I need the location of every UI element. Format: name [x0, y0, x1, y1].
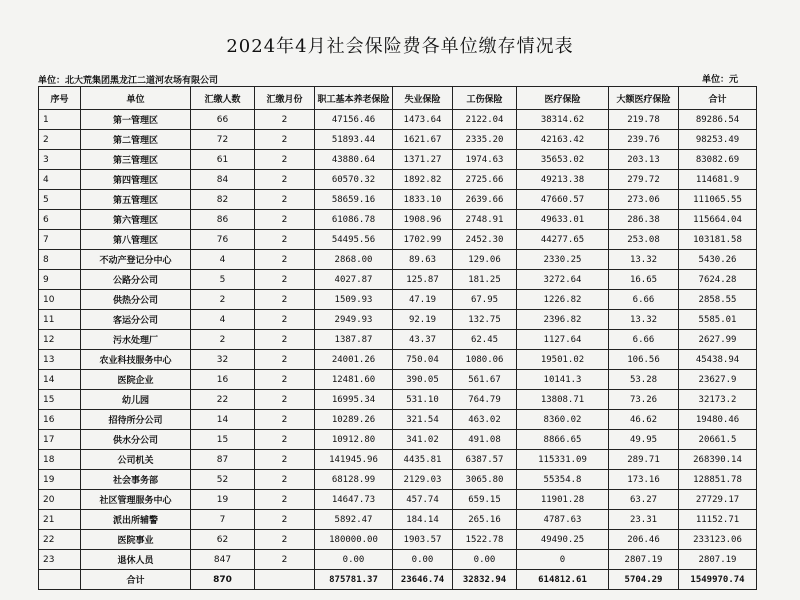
table-cell: 24001.26 — [315, 350, 393, 370]
table-cell: 15 — [39, 390, 81, 410]
table-cell: 49490.25 — [517, 530, 609, 550]
table-cell: 491.08 — [453, 430, 517, 450]
table-cell: 265.16 — [453, 510, 517, 530]
table-cell: 279.72 — [609, 170, 679, 190]
column-header: 失业保险 — [393, 87, 453, 110]
table-cell: 67.95 — [453, 290, 517, 310]
table-row — [39, 370, 757, 390]
table-cell: 13.32 — [609, 310, 679, 330]
table-row — [39, 250, 757, 270]
table-row — [39, 330, 757, 350]
table-cell: 27729.17 — [679, 490, 757, 510]
table-cell: 46.62 — [609, 410, 679, 430]
table-cell: 2 — [191, 330, 255, 350]
table-cell: 不动产登记分中心 — [81, 250, 191, 270]
table-cell: 2 — [255, 110, 315, 130]
table-cell: 第六管理区 — [81, 210, 191, 230]
table-cell: 2 — [255, 170, 315, 190]
table-cell: 第二管理区 — [81, 130, 191, 150]
table-cell: 1509.93 — [315, 290, 393, 310]
table-cell: 6.66 — [609, 290, 679, 310]
table-cell: 10912.80 — [315, 430, 393, 450]
table-cell: 531.10 — [393, 390, 453, 410]
table-cell: 47660.57 — [517, 190, 609, 210]
table-cell: 49213.38 — [517, 170, 609, 190]
table-cell: 89.63 — [393, 250, 453, 270]
table-cell: 2 — [255, 290, 315, 310]
table-cell: 2 — [255, 330, 315, 350]
total-row — [39, 570, 757, 590]
page-title: 2024年4月社会保险费各单位缴存情况表 — [226, 36, 574, 57]
table-cell: 8360.02 — [517, 410, 609, 430]
table-cell: 2 — [255, 530, 315, 550]
column-header: 医疗保险 — [517, 87, 609, 110]
table-cell: 180000.00 — [315, 530, 393, 550]
table-cell: 7 — [39, 230, 81, 250]
table-cell: 45438.94 — [679, 350, 757, 370]
table-cell: 12481.60 — [315, 370, 393, 390]
table-row — [39, 450, 757, 470]
table-cell: 3272.64 — [517, 270, 609, 290]
column-header: 单位 — [81, 87, 191, 110]
table-cell: 0.00 — [453, 550, 517, 570]
table-cell: 幼儿园 — [81, 390, 191, 410]
table-cell: 20 — [39, 490, 81, 510]
table-cell: 764.79 — [453, 390, 517, 410]
table-cell: 22 — [191, 390, 255, 410]
table-cell: 18 — [39, 450, 81, 470]
table-cell: 341.02 — [393, 430, 453, 450]
table-cell: 9 — [39, 270, 81, 290]
table-cell: 3065.80 — [453, 470, 517, 490]
table-row — [39, 210, 757, 230]
table-cell: 1892.82 — [393, 170, 453, 190]
table-cell: 32173.2 — [679, 390, 757, 410]
table-cell: 35653.02 — [517, 150, 609, 170]
table-header-row — [39, 87, 757, 110]
table-row — [39, 550, 757, 570]
table-cell: 66 — [191, 110, 255, 130]
table-cell: 6387.57 — [453, 450, 517, 470]
table-row — [39, 230, 757, 250]
table-cell: 2807.19 — [609, 550, 679, 570]
table-cell: 32832.94 — [453, 570, 517, 590]
table-cell: 286.38 — [609, 210, 679, 230]
table-cell: 8866.65 — [517, 430, 609, 450]
table-cell: 16 — [191, 370, 255, 390]
table-cell: 1621.67 — [393, 130, 453, 150]
table-cell: 61086.78 — [315, 210, 393, 230]
table-cell: 1522.78 — [453, 530, 517, 550]
table-cell: 203.13 — [609, 150, 679, 170]
table-cell: 合计 — [81, 570, 191, 590]
table-cell: 2 — [255, 310, 315, 330]
table-row — [39, 530, 757, 550]
table-cell: 89286.54 — [679, 110, 757, 130]
table-cell: 129.06 — [453, 250, 517, 270]
table-cell: 875781.37 — [315, 570, 393, 590]
table-cell — [255, 570, 315, 590]
table-cell: 11152.71 — [679, 510, 757, 530]
table-cell: 5704.29 — [609, 570, 679, 590]
table-cell: 1903.57 — [393, 530, 453, 550]
table-cell: 2330.25 — [517, 250, 609, 270]
table-cell: 社会事务部 — [81, 470, 191, 490]
table-row — [39, 290, 757, 310]
table-cell: 51893.44 — [315, 130, 393, 150]
table-cell: 2 — [255, 430, 315, 450]
table-cell: 181.25 — [453, 270, 517, 290]
table-cell: 273.06 — [609, 190, 679, 210]
table-cell: 5 — [191, 270, 255, 290]
table-cell: 86 — [191, 210, 255, 230]
table-cell: 4 — [191, 250, 255, 270]
table-cell: 4435.81 — [393, 450, 453, 470]
table-cell: 7 — [191, 510, 255, 530]
table-row — [39, 150, 757, 170]
column-header: 工伤保险 — [453, 87, 517, 110]
table-cell: 128851.78 — [679, 470, 757, 490]
table-cell: 92.19 — [393, 310, 453, 330]
table-row — [39, 490, 757, 510]
table-cell: 22 — [39, 530, 81, 550]
table-cell: 2 — [255, 470, 315, 490]
table-cell: 21 — [39, 510, 81, 530]
table-cell: 1127.64 — [517, 330, 609, 350]
table-cell: 2 — [255, 350, 315, 370]
table-cell: 54495.56 — [315, 230, 393, 250]
table-cell: 2 — [39, 130, 81, 150]
table-cell: 12 — [39, 330, 81, 350]
table-cell: 87 — [191, 450, 255, 470]
column-header: 汇缴人数 — [191, 87, 255, 110]
table-cell: 2335.20 — [453, 130, 517, 150]
table-cell: 公司机关 — [81, 450, 191, 470]
table-body — [39, 110, 757, 590]
table-cell: 11 — [39, 310, 81, 330]
table-cell: 2 — [255, 150, 315, 170]
table-cell: 23627.9 — [679, 370, 757, 390]
table-cell: 第四管理区 — [81, 170, 191, 190]
table-cell: 98253.49 — [679, 130, 757, 150]
table-row — [39, 390, 757, 410]
table-cell: 2 — [255, 370, 315, 390]
table-cell: 62.45 — [453, 330, 517, 350]
table-cell: 1702.99 — [393, 230, 453, 250]
table-cell: 561.67 — [453, 370, 517, 390]
table-cell: 111065.55 — [679, 190, 757, 210]
table-cell: 15 — [191, 430, 255, 450]
table-cell: 供热分公司 — [81, 290, 191, 310]
table-cell: 10289.26 — [315, 410, 393, 430]
table-cell: 68128.99 — [315, 470, 393, 490]
table-cell: 1080.06 — [453, 350, 517, 370]
table-cell: 社区管理服务中心 — [81, 490, 191, 510]
table-cell: 463.02 — [453, 410, 517, 430]
table-cell: 390.05 — [393, 370, 453, 390]
table-cell: 141945.96 — [315, 450, 393, 470]
table-cell: 2122.04 — [453, 110, 517, 130]
table-cell: 82 — [191, 190, 255, 210]
table-cell: 42163.42 — [517, 130, 609, 150]
table-cell: 派出所辅警 — [81, 510, 191, 530]
table-row — [39, 470, 757, 490]
table-cell: 870 — [191, 570, 255, 590]
table-cell: 132.75 — [453, 310, 517, 330]
table-cell: 13808.71 — [517, 390, 609, 410]
table-cell: 4027.87 — [315, 270, 393, 290]
table-cell: 847 — [191, 550, 255, 570]
table-cell: 5892.47 — [315, 510, 393, 530]
table-cell: 43.37 — [393, 330, 453, 350]
table-cell: 53.28 — [609, 370, 679, 390]
table-cell: 49633.01 — [517, 210, 609, 230]
table-cell: 5585.01 — [679, 310, 757, 330]
table-cell: 44277.65 — [517, 230, 609, 250]
table-cell: 医院企业 — [81, 370, 191, 390]
table-row — [39, 510, 757, 530]
table-cell: 2 — [255, 490, 315, 510]
table-cell: 659.15 — [453, 490, 517, 510]
table-cell: 2807.19 — [679, 550, 757, 570]
currency-unit-label: 单位：元 — [701, 75, 738, 85]
table-cell: 1371.27 — [393, 150, 453, 170]
table-row — [39, 130, 757, 150]
table-cell: 184.14 — [393, 510, 453, 530]
table-cell: 4 — [191, 310, 255, 330]
table-cell: 16 — [39, 410, 81, 430]
table-cell: 2748.91 — [453, 210, 517, 230]
table-cell: 19 — [39, 470, 81, 490]
table-cell: 4 — [39, 170, 81, 190]
table-cell: 2725.66 — [453, 170, 517, 190]
table-cell: 115664.04 — [679, 210, 757, 230]
table-cell: 0.00 — [315, 550, 393, 570]
table-cell: 16995.34 — [315, 390, 393, 410]
table-row — [39, 410, 757, 430]
table-cell: 1974.63 — [453, 150, 517, 170]
table-cell: 2 — [255, 410, 315, 430]
table-cell: 457.74 — [393, 490, 453, 510]
table-cell: 47.19 — [393, 290, 453, 310]
table-cell: 2 — [255, 510, 315, 530]
table-cell: 2 — [255, 210, 315, 230]
table-row — [39, 350, 757, 370]
table-cell: 321.54 — [393, 410, 453, 430]
table-cell: 13 — [39, 350, 81, 370]
table-cell: 7624.28 — [679, 270, 757, 290]
table-cell: 公路分公司 — [81, 270, 191, 290]
table-cell: 55354.8 — [517, 470, 609, 490]
table-cell: 退休人员 — [81, 550, 191, 570]
table-cell: 103181.58 — [679, 230, 757, 250]
table-cell: 1549970.74 — [679, 570, 757, 590]
table-cell: 14647.73 — [315, 490, 393, 510]
table-cell: 2 — [255, 450, 315, 470]
table-cell: 43880.64 — [315, 150, 393, 170]
table-cell: 2627.99 — [679, 330, 757, 350]
table-cell: 60570.32 — [315, 170, 393, 190]
table-cell: 20661.5 — [679, 430, 757, 450]
table-cell: 2 — [255, 390, 315, 410]
organization-label: 单位：北大荒集团黑龙江二道河农场有限公司 — [38, 76, 219, 86]
table-cell: 206.46 — [609, 530, 679, 550]
table-cell: 招待所分公司 — [81, 410, 191, 430]
table-cell: 2949.93 — [315, 310, 393, 330]
table-cell: 19480.46 — [679, 410, 757, 430]
table-cell: 14 — [39, 370, 81, 390]
table-cell: 13.32 — [609, 250, 679, 270]
table-row — [39, 310, 757, 330]
table-cell: 19501.02 — [517, 350, 609, 370]
table-cell: 10 — [39, 290, 81, 310]
table-cell: 614812.61 — [517, 570, 609, 590]
table-cell: 63.27 — [609, 490, 679, 510]
table-cell: 2868.00 — [315, 250, 393, 270]
column-header: 合计 — [679, 87, 757, 110]
table-cell: 47156.46 — [315, 110, 393, 130]
column-header: 序号 — [39, 87, 81, 110]
table-cell: 1473.64 — [393, 110, 453, 130]
table-cell: 0.00 — [393, 550, 453, 570]
table-cell: 239.76 — [609, 130, 679, 150]
column-header: 职工基本养老保险 — [315, 87, 393, 110]
table-cell: 750.04 — [393, 350, 453, 370]
table-cell: 73.26 — [609, 390, 679, 410]
table-cell: 2 — [255, 190, 315, 210]
table-cell: 173.16 — [609, 470, 679, 490]
table-cell: 23 — [39, 550, 81, 570]
table-cell: 6.66 — [609, 330, 679, 350]
table-cell: 52 — [191, 470, 255, 490]
table-cell: 1908.96 — [393, 210, 453, 230]
table-cell: 11901.28 — [517, 490, 609, 510]
table-cell: 2639.66 — [453, 190, 517, 210]
table-cell: 2858.55 — [679, 290, 757, 310]
table-cell: 49.95 — [609, 430, 679, 450]
table-cell: 2129.03 — [393, 470, 453, 490]
column-header: 汇缴月份 — [255, 87, 315, 110]
table-cell: 2 — [255, 250, 315, 270]
table-cell: 农业科技服务中心 — [81, 350, 191, 370]
table-cell: 4787.63 — [517, 510, 609, 530]
table-cell: 83082.69 — [679, 150, 757, 170]
table-cell: 23646.74 — [393, 570, 453, 590]
table-cell: 233123.06 — [679, 530, 757, 550]
table-cell: 76 — [191, 230, 255, 250]
table-cell: 84 — [191, 170, 255, 190]
table-cell: 268390.14 — [679, 450, 757, 470]
table-cell — [39, 570, 81, 590]
table-cell: 219.78 — [609, 110, 679, 130]
table-cell: 58659.16 — [315, 190, 393, 210]
table-cell: 1833.10 — [393, 190, 453, 210]
table-cell: 62 — [191, 530, 255, 550]
table-cell: 38314.62 — [517, 110, 609, 130]
table-cell: 19 — [191, 490, 255, 510]
column-header: 大额医疗保险 — [609, 87, 679, 110]
table-cell: 2 — [255, 130, 315, 150]
table-cell: 第八管理区 — [81, 230, 191, 250]
table-cell: 6 — [39, 210, 81, 230]
table-cell: 61 — [191, 150, 255, 170]
table-cell: 2396.82 — [517, 310, 609, 330]
table-cell: 17 — [39, 430, 81, 450]
table-cell: 8 — [39, 250, 81, 270]
table-cell: 污水处理厂 — [81, 330, 191, 350]
table-cell: 1 — [39, 110, 81, 130]
table-cell: 5430.26 — [679, 250, 757, 270]
table-cell: 0 — [517, 550, 609, 570]
table-row — [39, 110, 757, 130]
table-row — [39, 270, 757, 290]
table-cell: 115331.09 — [517, 450, 609, 470]
table-cell: 医院事业 — [81, 530, 191, 550]
table-cell: 2 — [255, 270, 315, 290]
table-cell: 114681.9 — [679, 170, 757, 190]
table-cell: 1387.87 — [315, 330, 393, 350]
table-cell: 第一管理区 — [81, 110, 191, 130]
table-cell: 14 — [191, 410, 255, 430]
table-cell: 253.08 — [609, 230, 679, 250]
table-cell: 289.71 — [609, 450, 679, 470]
table-cell: 23.31 — [609, 510, 679, 530]
table-cell: 2 — [255, 550, 315, 570]
table-cell: 106.56 — [609, 350, 679, 370]
table-cell: 125.87 — [393, 270, 453, 290]
table-cell: 第三管理区 — [81, 150, 191, 170]
table-cell: 32 — [191, 350, 255, 370]
table-row — [39, 170, 757, 190]
table-cell: 2 — [191, 290, 255, 310]
table-cell: 供水分公司 — [81, 430, 191, 450]
table-cell: 16.65 — [609, 270, 679, 290]
table-cell: 2452.30 — [453, 230, 517, 250]
table-cell: 客运分公司 — [81, 310, 191, 330]
table-cell: 10141.3 — [517, 370, 609, 390]
table-cell: 72 — [191, 130, 255, 150]
table-row — [39, 190, 757, 210]
table-cell: 第五管理区 — [81, 190, 191, 210]
insurance-table — [38, 86, 757, 590]
table-row — [39, 430, 757, 450]
table-cell: 2 — [255, 230, 315, 250]
table-cell: 3 — [39, 150, 81, 170]
table-cell: 1226.82 — [517, 290, 609, 310]
table-cell: 5 — [39, 190, 81, 210]
